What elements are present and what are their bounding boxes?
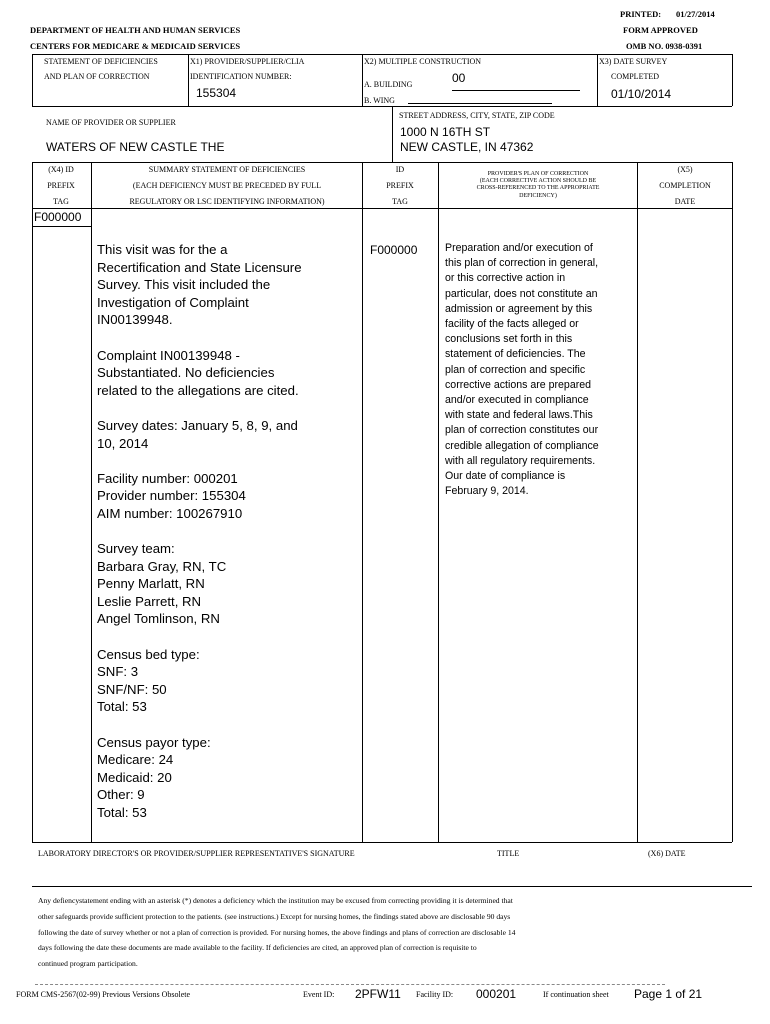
address-line-1: 1000 N 16TH ST — [400, 125, 491, 139]
id-header-line2: PREFIX — [386, 181, 414, 190]
address-label: STREET ADDRESS, CITY, STATE, ZIP CODE — [399, 111, 555, 120]
col-line-left — [32, 162, 33, 842]
col-line-id — [438, 162, 439, 842]
continuation-label: If continuation sheet — [543, 990, 609, 999]
footer-rule — [35, 984, 665, 985]
event-id-value: 2PFW11 — [355, 987, 401, 1001]
table-bottom-line — [32, 842, 732, 843]
summary-statement — [97, 241, 359, 822]
provider-id-number: 155304 — [196, 86, 237, 100]
date-label: (X6) DATE — [648, 849, 686, 858]
box-divider-3 — [597, 54, 598, 106]
plan-of-correction-text: Preparation and/or execution of this plan of correction in general, or this corrective action in particular, does not constitute an admission or agreement by this facility of the facts alleged or conclusions set forth in this statement of deficiencies. The plan of correction and specific corrective actions are prepared and/or executed in compliance with state and federal laws.This plan of correction constitutes our credible allegation of compliance with all regulatory requirements. Our date of compliance is February 9, 2014. — [445, 242, 599, 498]
col-line-summary — [362, 162, 363, 842]
disclaimer-line-5: continued program participation. — [38, 959, 138, 969]
building-label: A. BUILDING — [364, 80, 413, 89]
box-mid-line-right — [597, 106, 732, 107]
disclaimer-line-2: other safeguards provide sufficient protection to the patients. (see instructions.) Except for nursing homes, the findings stated above are disclosable 90 days — [38, 911, 511, 921]
x1-label: X1) PROVIDER/SUPPLIER/CLIA — [190, 57, 305, 66]
facility-id-value: 000201 — [476, 987, 517, 1001]
wing-label: B. WING — [364, 96, 395, 105]
wing-underline — [408, 103, 552, 104]
form-approved: FORM APPROVED — [623, 25, 698, 35]
box-divider-1 — [188, 54, 189, 106]
summary-header-line3: REGULATORY OR LSC IDENTIFYING INFORMATION) — [129, 197, 325, 206]
col-line-right — [732, 162, 733, 842]
plan-header-line2: (EACH CORRECTIVE ACTION SHOULD BE — [479, 178, 597, 185]
summary-header-line1: SUMMARY STATEMENT OF DEFICIENCIES — [148, 165, 306, 174]
plan-header-line3: CROSS-REFERENCED TO THE APPROPRIATE — [476, 185, 600, 192]
left-tag-underline — [32, 226, 91, 227]
box-right-edge — [732, 54, 733, 106]
x3-label: X3) DATE SURVEY — [599, 57, 668, 66]
left-tag: F000000 — [34, 210, 82, 224]
printed-date: 01/27/2014 — [676, 9, 715, 19]
box-top-line — [32, 54, 732, 55]
summary-header-line2: (EACH DEFICIENCY MUST BE PRECEDED BY FULL — [132, 181, 322, 190]
signature-bottom-line — [32, 886, 752, 887]
summary-paragraph-3: Survey dates: January 5, 8, 9, and 10, 2014 — [97, 417, 298, 451]
x4-header-line1: (X4) ID — [48, 165, 74, 174]
event-id-label: Event ID: — [303, 990, 335, 999]
x1-label-2: IDENTIFICATION NUMBER: — [190, 72, 292, 81]
summary-paragraph-7: Census payor type: Medicare: 24 Medicaid: 20 Other: 9 Total: 53 — [97, 734, 211, 820]
form-number: FORM CMS-2567(02-99) Previous Versions Obsolete — [16, 990, 191, 999]
box-divider-2 — [362, 54, 363, 106]
provider-name-label: NAME OF PROVIDER OR SUPPLIER — [46, 118, 176, 127]
summary-paragraph-6: Census bed type: SNF: 3 SNF/NF: 50 Total: 53 — [97, 646, 200, 715]
department-heading: DEPARTMENT OF HEALTH AND HUMAN SERVICES — [30, 25, 241, 35]
building-value: 00 — [452, 71, 466, 85]
building-underline — [452, 90, 580, 91]
col-line-x4 — [91, 162, 92, 842]
id-header-line3: TAG — [392, 197, 408, 206]
x3-label-2: COMPLETED — [611, 72, 659, 81]
disclaimer-line-4: days following the date these documents are made available to the facility. If deficiencies are cited, an approved plan of correction is requisite to — [38, 943, 477, 953]
id-header-line1: ID — [395, 165, 405, 174]
box-mid-line-center — [362, 106, 597, 107]
column-header-bottom-line — [32, 208, 732, 209]
printed-label: PRINTED: — [620, 9, 662, 19]
survey-completed-date: 01/10/2014 — [611, 87, 672, 101]
summary-paragraph-2: Complaint IN00139948 - Substantiated. No deficiencies related to the allegations are cited. — [97, 347, 299, 398]
box-bottom-line — [32, 162, 732, 163]
page-number: Page 1 of 21 — [634, 987, 703, 1001]
x5-header-line3: DATE — [674, 197, 696, 206]
omb-number: OMB NO. 0938-0391 — [626, 41, 703, 51]
col-line-plan — [637, 162, 638, 842]
statement-label-line2: AND PLAN OF CORRECTION — [44, 72, 150, 81]
address-line-2: NEW CASTLE, IN 47362 — [400, 140, 534, 154]
plan-header-line4: DEFICIENCY) — [519, 192, 557, 199]
plan-header-line1: PROVIDER'S PLAN OF CORRECTION — [487, 171, 589, 177]
x4-header-line3: TAG — [53, 197, 69, 206]
centers-heading: CENTERS FOR MEDICARE & MEDICAID SERVICES — [30, 41, 241, 51]
x4-header-line2: PREFIX — [47, 181, 75, 190]
x2-label: X2) MULTIPLE CONSTRUCTION — [364, 57, 482, 66]
summary-paragraph-4: Facility number: 000201 Provider number: 155304 AIM number: 100267910 — [97, 470, 246, 521]
plan-header — [439, 171, 637, 200]
disclaimer-line-1: Any defiencystatement ending with an asterisk (*) denotes a deficiency which the institution may be excused from correcting providing it is determined that — [38, 896, 513, 905]
box-mid-line-left — [32, 106, 362, 107]
right-tag: F000000 — [370, 243, 418, 257]
name-address-divider — [392, 106, 393, 162]
box-left-edge — [32, 54, 33, 106]
statement-label-line1: STATEMENT OF DEFICIENCIES — [44, 57, 158, 66]
disclaimer — [38, 893, 738, 972]
x5-header-line2: COMPLETION — [659, 181, 711, 190]
summary-paragraph-5: Survey team: Barbara Gray, RN, TC Penny Marlatt, RN Leslie Parrett, RN Angel Tomlinson, RN — [97, 541, 227, 627]
facility-id-label: Facility ID: — [416, 990, 454, 999]
x5-header-line1: (X5) — [677, 165, 693, 174]
provider-name-value: WATERS OF NEW CASTLE THE — [46, 140, 225, 154]
summary-paragraph-1: This visit was for the a Recertification and State Licensure Survey. This visit included the Investigation of Complaint IN00139948. — [97, 242, 302, 328]
signature-label: LABORATORY DIRECTOR'S OR PROVIDER/SUPPLIER REPRESENTATIVE'S SIGNATURE — [38, 849, 355, 858]
title-label: TITLE — [497, 849, 520, 858]
disclaimer-line-3: following the date of survey whether or not a plan of correction is provided. For nursing homes, the above findings and plans of correction are disclosable 14 — [38, 927, 516, 937]
